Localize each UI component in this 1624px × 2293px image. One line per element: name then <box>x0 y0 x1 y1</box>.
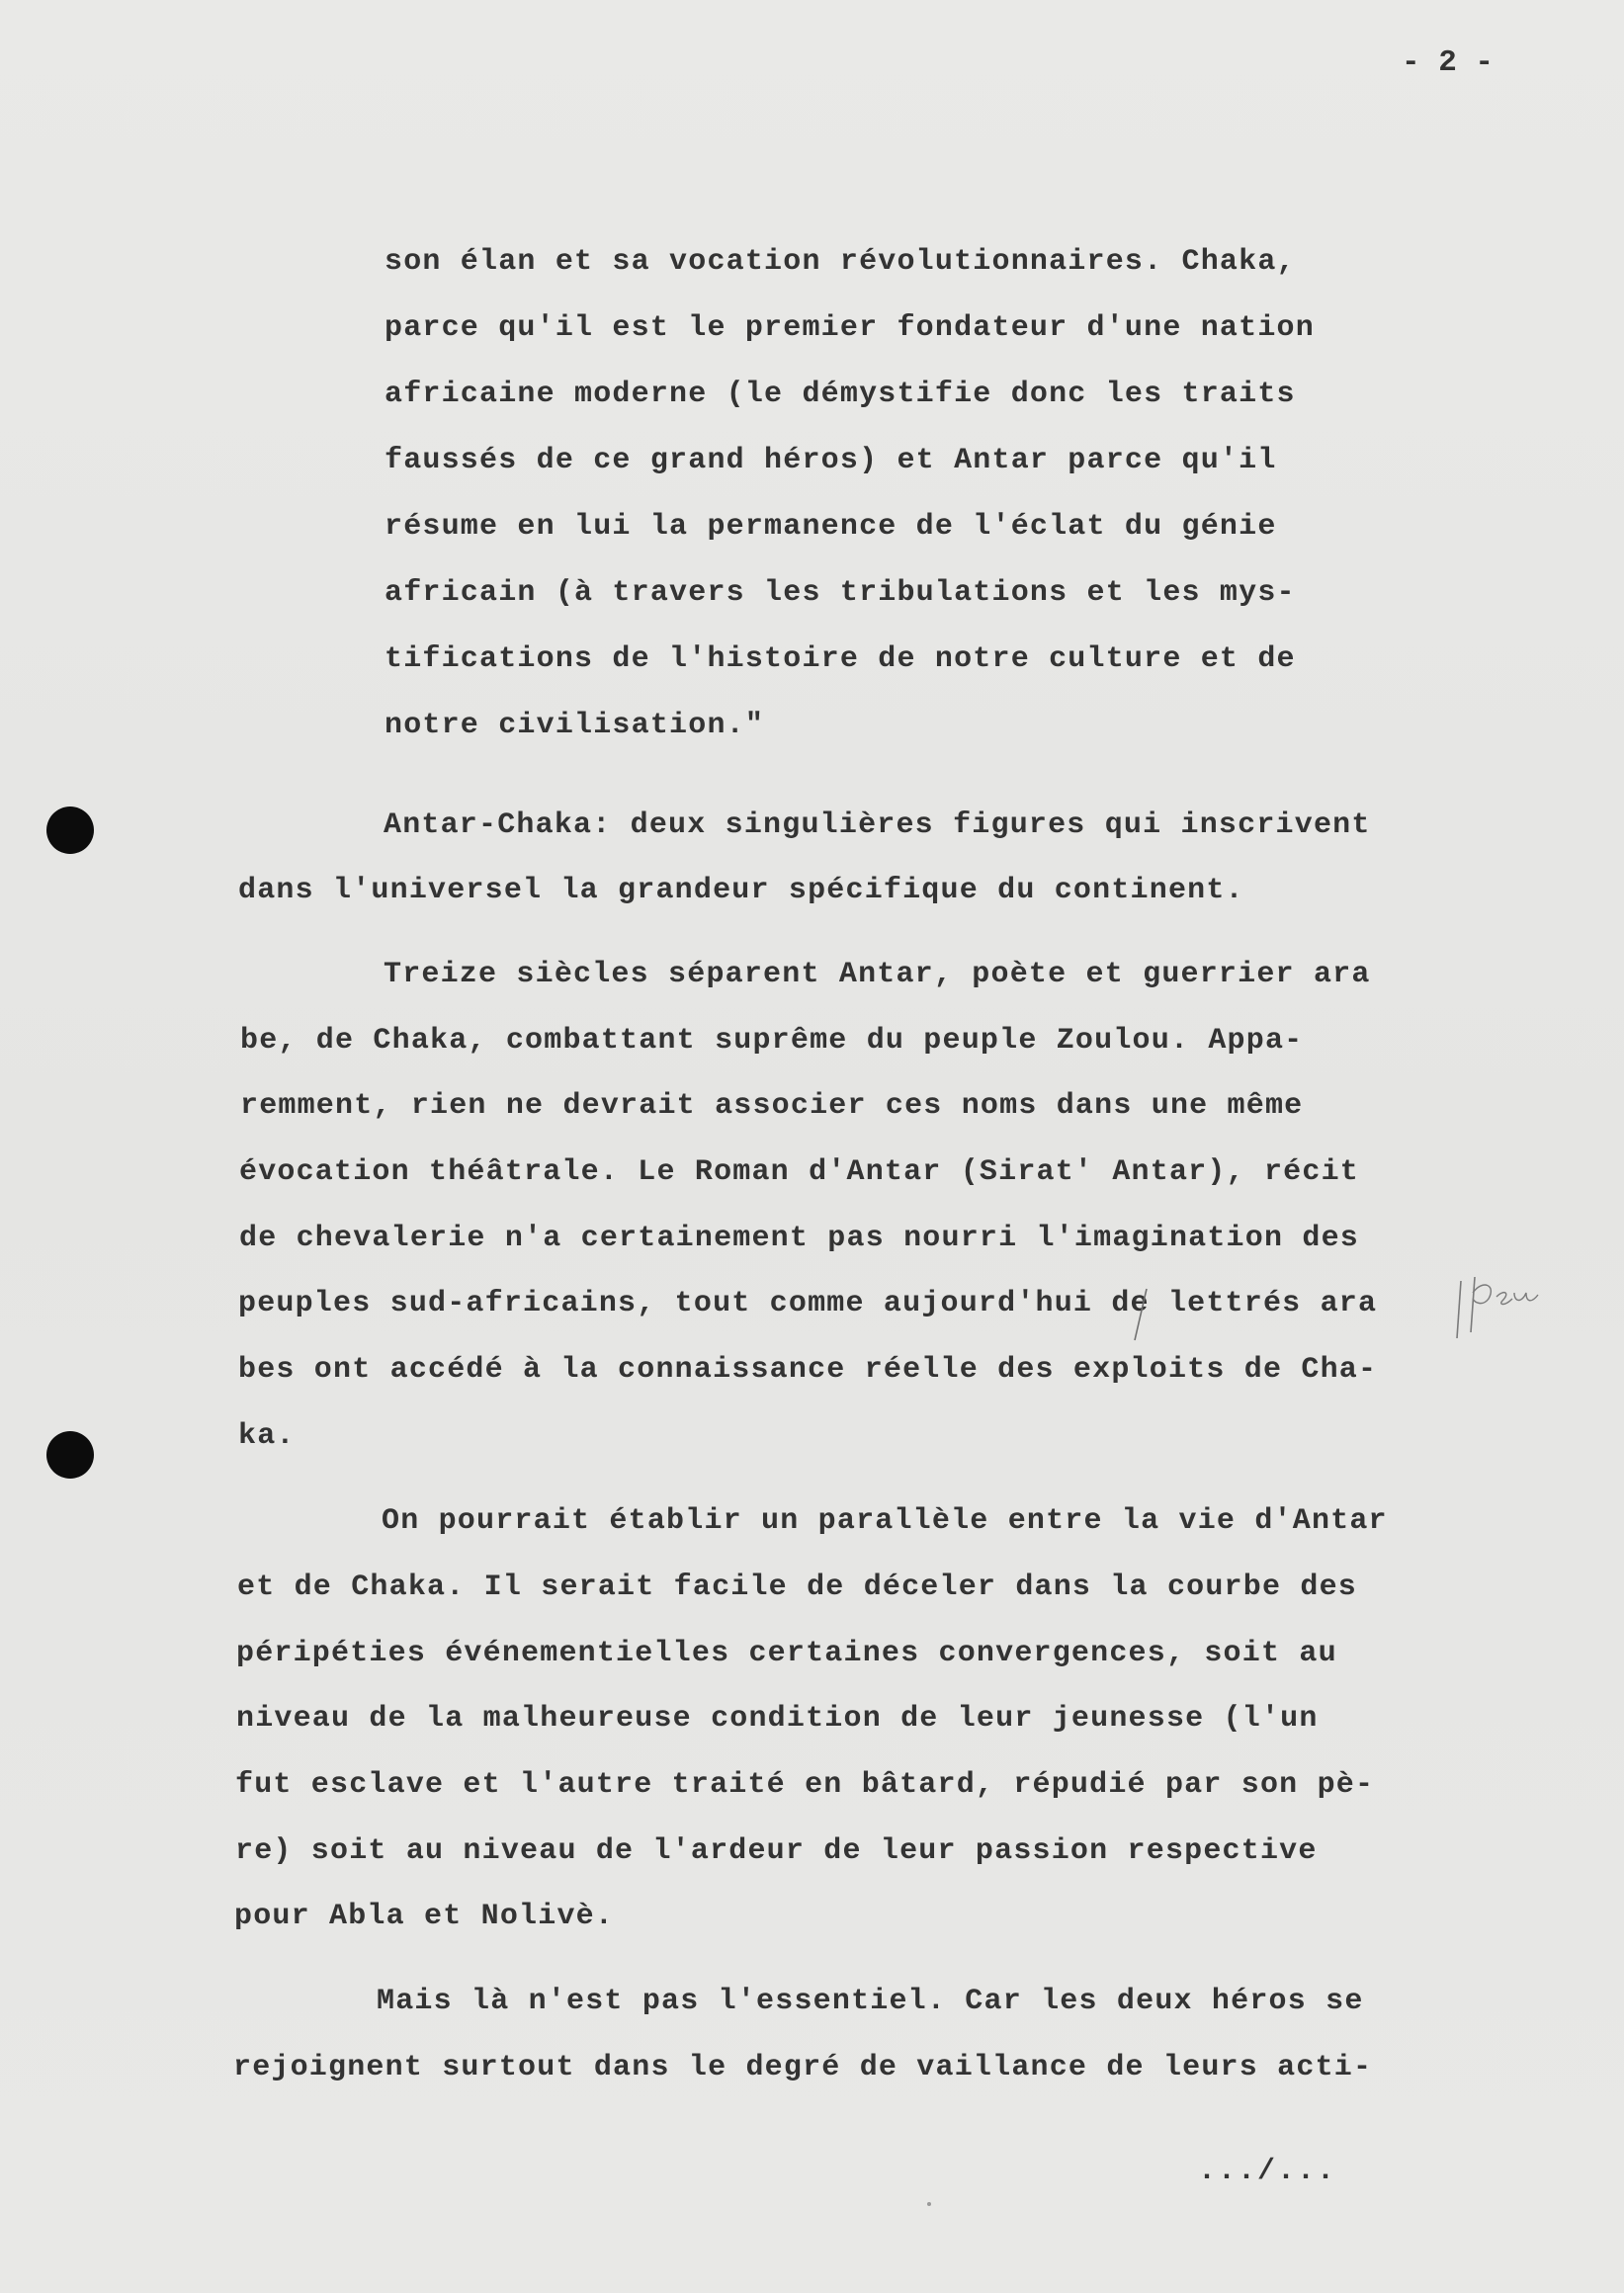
text-line: africaine moderne (le démystifie donc les traits <box>385 378 1296 411</box>
text-line: remment, rien ne devrait associer ces noms dans une même <box>240 1089 1304 1123</box>
text-line: péripéties événementielles certaines convergences, soit au <box>236 1637 1337 1670</box>
text-line: niveau de la malheureuse condition de leur jeunesse (l'un <box>236 1702 1319 1736</box>
paper-speck <box>927 2202 931 2206</box>
insertion-mark <box>1131 1285 1151 1344</box>
text-line: évocation théâtrale. Le Roman d'Antar (Sirat' Antar), récit <box>239 1155 1359 1189</box>
text-line: fut esclave et l'autre traité en bâtard, répudié par son pè- <box>235 1768 1375 1802</box>
text-line: re) soit au niveau de l'ardeur de leur passion respective <box>235 1834 1318 1868</box>
text-line: africain (à travers les tribulations et les mys- <box>385 576 1296 610</box>
text-line: Treize siècles séparent Antar, poète et guerrier ara <box>384 958 1371 991</box>
punch-hole <box>46 807 94 854</box>
text-line: On pourrait établir un parallèle entre la vie d'Antar <box>382 1504 1388 1538</box>
continuation-mark: .../... <box>1198 2155 1337 2188</box>
text-line: faussés de ce grand héros) et Antar parce qu'il <box>385 444 1277 477</box>
text-line: tifications de l'histoire de notre culture et de <box>385 642 1296 676</box>
punch-hole <box>46 1431 94 1479</box>
text-line: résume en lui la permanence de l'éclat du génie <box>385 510 1277 544</box>
text-line: dans l'universel la grandeur spécifique du continent. <box>238 874 1244 907</box>
text-line: peuples sud-africains, tout comme aujourd'hui de lettrés ara <box>238 1287 1378 1320</box>
page-number: - 2 - <box>1402 45 1495 80</box>
text-line: de chevalerie n'a certainement pas nourri l'imagination des <box>239 1222 1359 1255</box>
text-line: son élan et sa vocation révolutionnaires. Chaka, <box>385 245 1296 279</box>
text-line: parce qu'il est le premier fondateur d'une nation <box>385 311 1315 345</box>
handwritten-margin-note <box>1453 1273 1562 1352</box>
text-line: bes ont accédé à la connaissance réelle des exploits de Cha- <box>238 1353 1378 1387</box>
text-line: pour Abla et Nolivè. <box>234 1900 615 1933</box>
text-line: be, de Chaka, combattant suprême du peuple Zoulou. Appa- <box>240 1024 1304 1058</box>
text-line: Mais là n'est pas l'essentiel. Car les deux héros se <box>377 1985 1364 2018</box>
text-line: ka. <box>238 1419 296 1453</box>
text-line: Antar-Chaka: deux singulières figures qui inscrivent <box>384 808 1371 842</box>
text-line: notre civilisation." <box>385 709 765 742</box>
text-line: rejoignent surtout dans le degré de vaillance de leurs acti- <box>233 2051 1373 2084</box>
text-line: et de Chaka. Il serait facile de déceler dans la courbe des <box>237 1571 1357 1604</box>
